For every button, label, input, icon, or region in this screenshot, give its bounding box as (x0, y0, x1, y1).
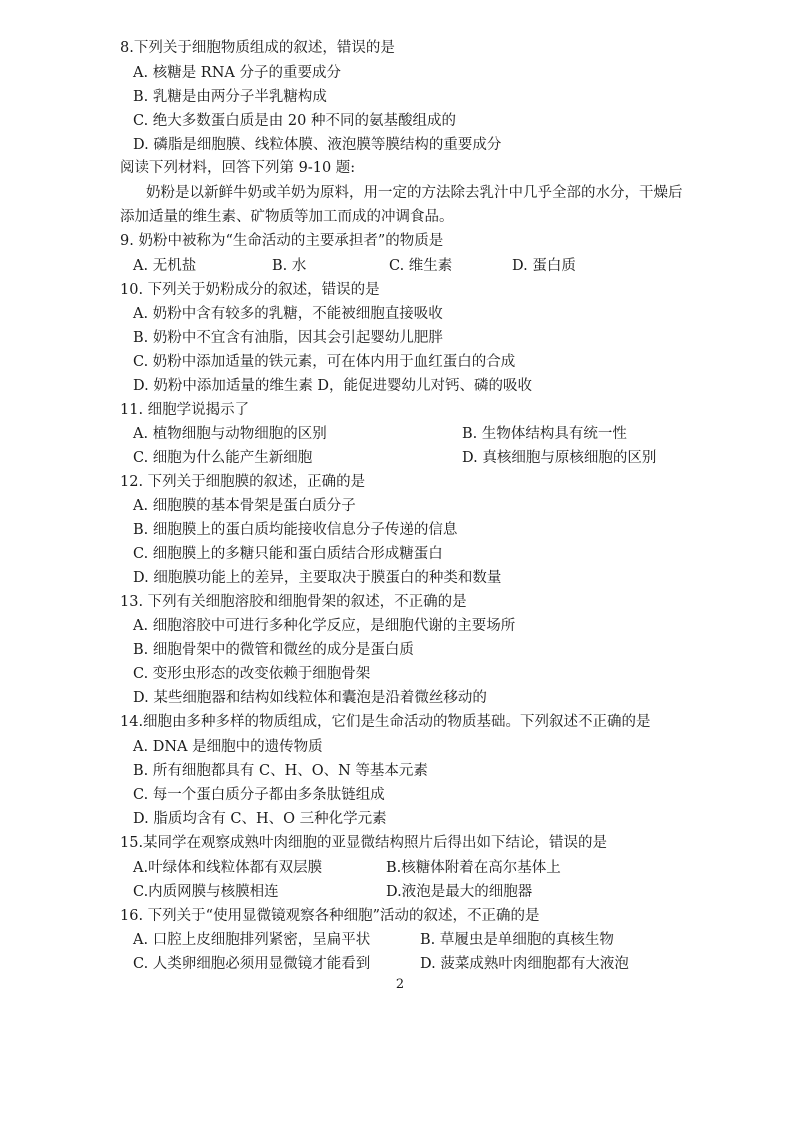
q15-option-c: C.内质网膜与核膜相连 (133, 884, 279, 900)
q11-stem: 11. 细胞学说揭示了 (120, 402, 250, 418)
q13-option-b: B. 细胞骨架中的微管和微丝的成分是蛋白质 (133, 642, 414, 658)
reading-passage-line2: 添加适量的维生素、矿物质等加工而成的冲调食品。 (120, 209, 454, 225)
q10-option-a: A. 奶粉中含有较多的乳糖，不能被细胞直接吸收 (133, 306, 443, 322)
q13-option-a: A. 细胞溶胶中可进行多种化学反应，是细胞代谢的主要场所 (133, 618, 516, 634)
q12-option-d: D. 细胞膜功能上的差异，主要取决于膜蛋白的种类和数量 (133, 570, 502, 586)
q11-option-b: B. 生物体结构具有统一性 (462, 426, 627, 442)
q15-option-b: B.核糖体附着在高尔基体上 (386, 860, 561, 876)
q9-option-c: C. 维生素 (389, 258, 453, 274)
q16-option-a: A. 口腔上皮细胞排列紧密，呈扁平状 (133, 932, 371, 948)
q14-option-d: D. 脂质均含有 C、H、O 三种化学元素 (133, 811, 387, 827)
q8-option-c: C. 绝大多数蛋白质是由 20 种不同的氨基酸组成的 (133, 113, 456, 129)
q16-option-d: D. 菠菜成熟叶肉细胞都有大液泡 (420, 956, 629, 972)
q12-option-b: B. 细胞膜上的蛋白质均能接收信息分子传递的信息 (133, 522, 458, 538)
q8-option-a: A. 核糖是 RNA 分子的重要成分 (133, 65, 341, 81)
q11-option-d: D. 真核细胞与原核细胞的区别 (462, 450, 657, 466)
q12-stem: 12. 下列关于细胞膜的叙述，正确的是 (120, 474, 366, 490)
q9-option-a: A. 无机盐 (133, 258, 197, 274)
q15-option-d: D.液泡是最大的细胞器 (386, 884, 533, 900)
q13-stem: 13. 下列有关细胞溶胶和细胞骨架的叙述，不正确的是 (120, 594, 467, 610)
q16-option-b: B. 草履虫是单细胞的真核生物 (420, 932, 614, 948)
q13-option-c: C. 变形虫形态的改变依赖于细胞骨架 (133, 666, 371, 682)
q11-option-a: A. 植物细胞与动物细胞的区别 (133, 426, 327, 442)
q14-option-b: B. 所有细胞都具有 C、H、O、N 等基本元素 (133, 763, 428, 779)
q10-option-b: B. 奶粉中不宜含有油脂，因其会引起婴幼儿肥胖 (133, 330, 443, 346)
q9-stem: 9. 奶粉中被称为“生命活动的主要承担者”的物质是 (120, 233, 444, 249)
page-number: 2 (395, 977, 405, 992)
q15-option-a: A.叶绿体和线粒体都有双层膜 (133, 860, 323, 876)
q13-option-d: D. 某些细胞器和结构如线粒体和囊泡是沿着微丝移动的 (133, 690, 487, 706)
q14-option-a: A. DNA 是细胞中的遗传物质 (133, 739, 323, 755)
q16-stem: 16. 下列关于“使用显微镜观察各种细胞”活动的叙述，不正确的是 (120, 908, 540, 924)
q10-option-c: C. 奶粉中添加适量的铁元素，可在体内用于血红蛋白的合成 (133, 354, 516, 370)
q8-stem: 8.下列关于细胞物质组成的叙述，错误的是 (120, 40, 395, 56)
reading-passage-line1: 奶粉是以新鲜牛奶或羊奶为原料，用一定的方法除去乳汁中几乎全部的水分，干燥后 (146, 185, 683, 201)
q11-option-c: C. 细胞为什么能产生新细胞 (133, 450, 313, 466)
q14-option-c: C. 每一个蛋白质分子都由多条肽链组成 (133, 787, 385, 803)
q9-option-b: B. 水 (272, 258, 307, 274)
q9-option-d: D. 蛋白质 (512, 258, 576, 274)
q10-option-d: D. 奶粉中添加适量的维生素 D，能促进婴幼儿对钙、磷的吸收 (133, 378, 533, 394)
q10-stem: 10. 下列关于奶粉成分的叙述，错误的是 (120, 282, 380, 298)
reading-intro: 阅读下列材料，回答下列第 9-10 题: (120, 160, 356, 176)
q15-stem: 15.某同学在观察成熟叶肉细胞的亚显微结构照片后得出如下结论，错误的是 (120, 835, 608, 851)
q16-option-c: C. 人类卵细胞必须用显微镜才能看到 (133, 956, 371, 972)
q14-stem: 14.细胞由多种多样的物质组成，它们是生命活动的物质基础。下列叙述不正确的是 (120, 714, 651, 730)
q8-option-d: D. 磷脂是细胞膜、线粒体膜、液泡膜等膜结构的重要成分 (133, 137, 502, 153)
q8-option-b: B. 乳糖是由两分子半乳糖构成 (133, 89, 327, 105)
q12-option-a: A. 细胞膜的基本骨架是蛋白质分子 (133, 498, 356, 514)
q12-option-c: C. 细胞膜上的多糖只能和蛋白质结合形成糖蛋白 (133, 546, 443, 562)
